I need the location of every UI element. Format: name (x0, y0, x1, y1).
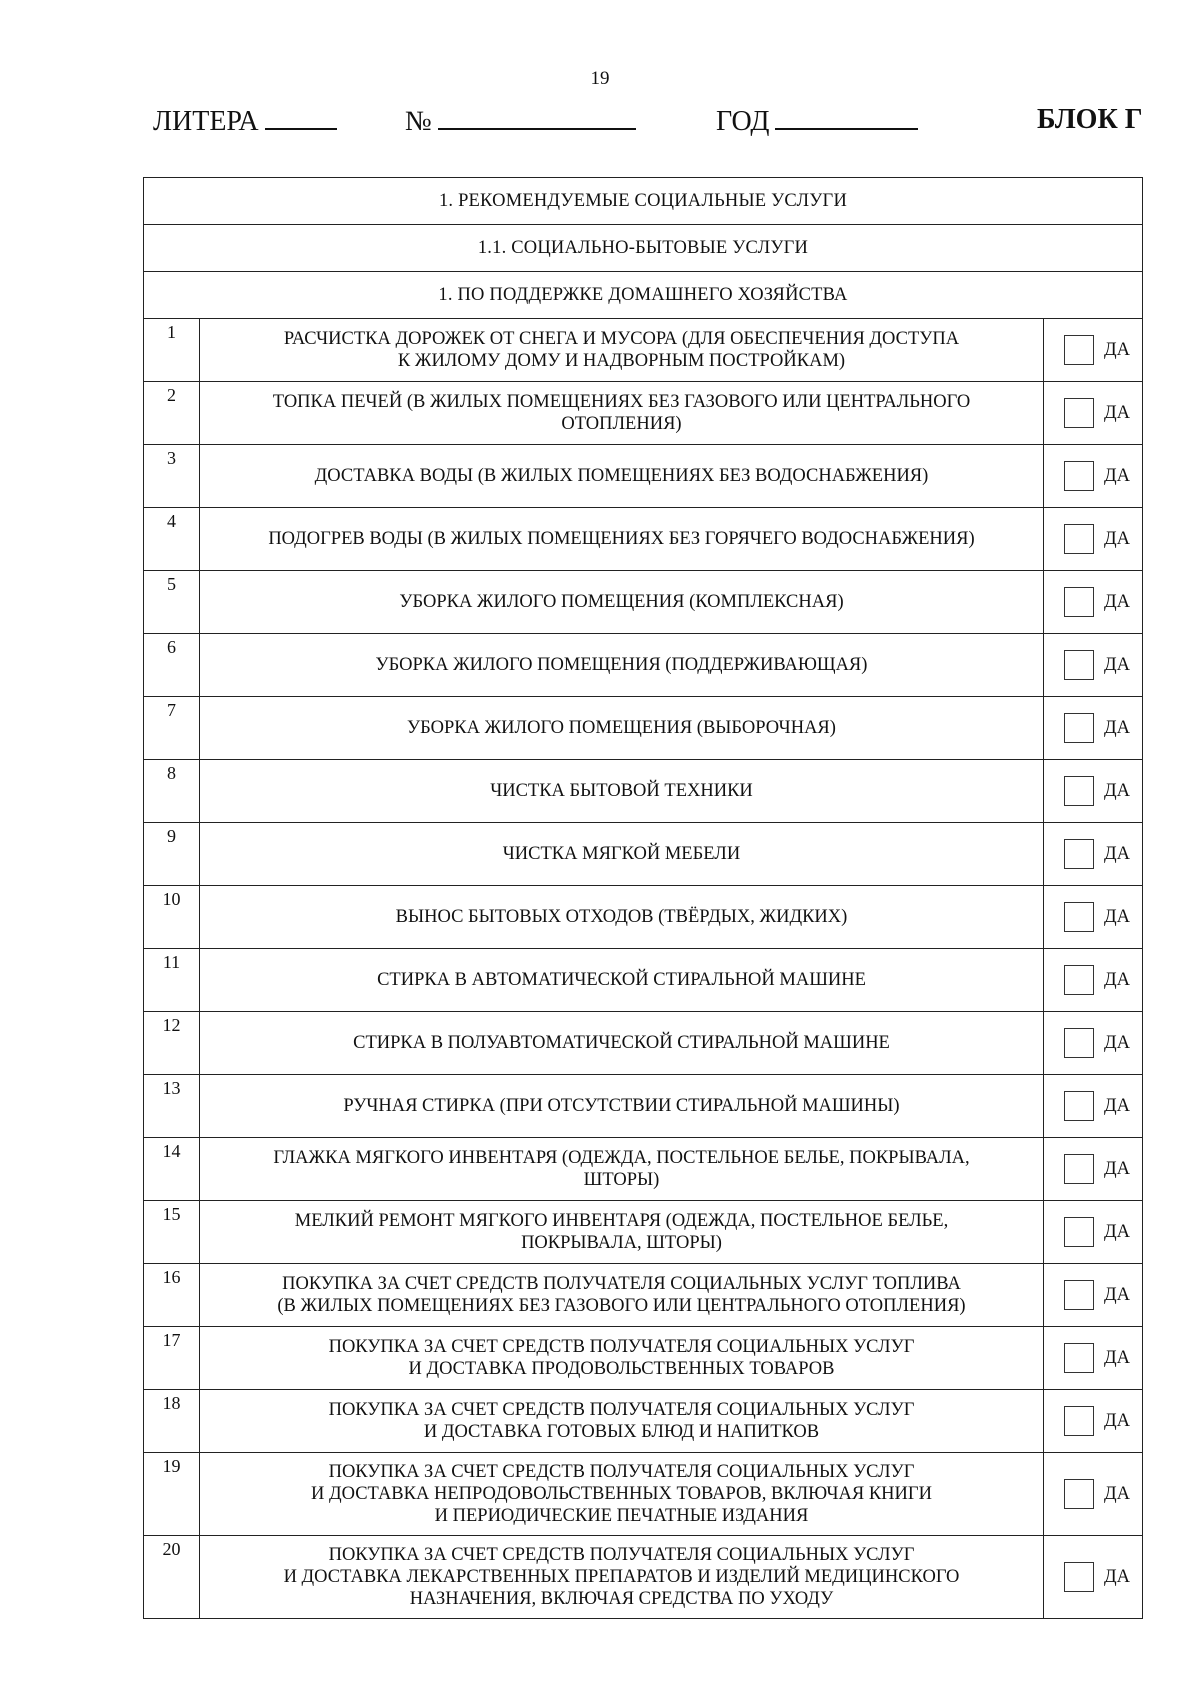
service-description-line: ЧИСТКА МЯГКОЙ МЕБЕЛИ (502, 844, 741, 864)
service-choice (1043, 1138, 1142, 1201)
service-description (200, 319, 1044, 382)
service-description (200, 1453, 1044, 1536)
yes-option (1044, 902, 1142, 932)
yes-label: ДА (1103, 1158, 1130, 1179)
litera-field (153, 104, 337, 138)
yes-checkbox[interactable] (1064, 1217, 1094, 1247)
service-choice (1043, 1075, 1142, 1138)
yes-checkbox[interactable] (1064, 398, 1094, 428)
service-description (200, 445, 1044, 508)
service-number: 10 (144, 886, 200, 949)
year-field (716, 104, 918, 138)
number-blank[interactable] (438, 104, 636, 130)
service-description-line: СТИРКА В АВТОМАТИЧЕСКОЙ СТИРАЛЬНОЙ МАШИНЕ (377, 970, 866, 990)
yes-label: ДА (1103, 339, 1130, 360)
litera-blank[interactable] (265, 104, 337, 130)
service-choice (1043, 1390, 1142, 1453)
service-choice (1043, 1264, 1142, 1327)
yes-checkbox[interactable] (1064, 776, 1094, 806)
service-number: 7 (144, 697, 200, 760)
yes-checkbox[interactable] (1064, 1406, 1094, 1436)
service-choice (1043, 508, 1142, 571)
yes-option (1044, 1562, 1142, 1592)
service-row (144, 1012, 1143, 1075)
yes-checkbox[interactable] (1064, 1091, 1094, 1121)
service-description-line: И ДОСТАВКА НЕПРОДОВОЛЬСТВЕННЫХ ТОВАРОВ, ВКЛЮЧАЯ КНИГИ (311, 1484, 932, 1504)
section-title: 1. РЕКОМЕНДУЕМЫЕ СОЦИАЛЬНЫЕ УСЛУГИ (144, 178, 1143, 225)
yes-option (1044, 1479, 1142, 1509)
yes-label: ДА (1103, 1221, 1130, 1242)
service-number: 1 (144, 319, 200, 382)
service-description-line: ШТОРЫ) (583, 1170, 660, 1190)
service-description-line: ГЛАЖКА МЯГКОГО ИНВЕНТАРЯ (ОДЕЖДА, ПОСТЕЛЬНОЕ БЕЛЬЕ, ПОКРЫВАЛА, (273, 1148, 970, 1168)
service-number: 17 (144, 1327, 200, 1390)
yes-checkbox[interactable] (1064, 713, 1094, 743)
service-row (144, 634, 1143, 697)
block-label: БЛОК Г (1037, 104, 1143, 135)
service-description-line: ВЫНОС БЫТОВЫХ ОТХОДОВ (ТВЁРДЫХ, ЖИДКИХ) (395, 907, 848, 927)
service-choice (1043, 1327, 1142, 1390)
service-choice (1043, 1536, 1142, 1619)
yes-option (1044, 1343, 1142, 1373)
yes-label: ДА (1103, 717, 1130, 738)
service-number: 4 (144, 508, 200, 571)
yes-option (1044, 398, 1142, 428)
yes-option (1044, 650, 1142, 680)
service-number: 8 (144, 760, 200, 823)
yes-option (1044, 1028, 1142, 1058)
services-table (143, 177, 1143, 1619)
service-row (144, 1390, 1143, 1453)
service-description-line: (В ЖИЛЫХ ПОМЕЩЕНИЯХ БЕЗ ГАЗОВОГО ИЛИ ЦЕНТРАЛЬНОГО ОТОПЛЕНИЯ) (277, 1296, 966, 1316)
service-choice (1043, 949, 1142, 1012)
service-choice (1043, 571, 1142, 634)
service-number: 9 (144, 823, 200, 886)
service-description-line: ОТОПЛЕНИЯ) (561, 414, 682, 434)
service-description (200, 508, 1044, 571)
service-description-line: ПОКУПКА ЗА СЧЕТ СРЕДСТВ ПОЛУЧАТЕЛЯ СОЦИАЛЬНЫХ УСЛУГ (328, 1337, 915, 1357)
yes-label: ДА (1103, 969, 1130, 990)
service-row (144, 1453, 1143, 1536)
yes-label: ДА (1103, 843, 1130, 864)
service-choice (1043, 634, 1142, 697)
yes-option (1044, 587, 1142, 617)
yes-label: ДА (1103, 591, 1130, 612)
service-number: 15 (144, 1201, 200, 1264)
service-choice (1043, 1012, 1142, 1075)
service-description (200, 1327, 1044, 1390)
service-description-line: ПОКУПКА ЗА СЧЕТ СРЕДСТВ ПОЛУЧАТЕЛЯ СОЦИАЛЬНЫХ УСЛУГ ТОПЛИВА (282, 1274, 961, 1294)
service-number: 20 (144, 1536, 200, 1619)
service-number: 16 (144, 1264, 200, 1327)
service-description (200, 1138, 1044, 1201)
service-row (144, 1201, 1143, 1264)
section-row (144, 178, 1143, 225)
yes-label: ДА (1103, 465, 1130, 486)
service-choice (1043, 697, 1142, 760)
yes-label: ДА (1103, 1347, 1130, 1368)
yes-label: ДА (1103, 1095, 1130, 1116)
yes-option (1044, 1091, 1142, 1121)
service-number: 11 (144, 949, 200, 1012)
yes-checkbox[interactable] (1064, 965, 1094, 995)
service-description-line: ДОСТАВКА ВОДЫ (В ЖИЛЫХ ПОМЕЩЕНИЯХ БЕЗ ВОДОСНАБЖЕНИЯ) (314, 466, 929, 486)
service-number: 19 (144, 1453, 200, 1536)
service-row (144, 949, 1143, 1012)
service-description-line: ПОКУПКА ЗА СЧЕТ СРЕДСТВ ПОЛУЧАТЕЛЯ СОЦИАЛЬНЫХ УСЛУГ (328, 1545, 915, 1565)
services-table-body (144, 178, 1143, 1619)
yes-option (1044, 1280, 1142, 1310)
service-row (144, 823, 1143, 886)
service-description-line: И ПЕРИОДИЧЕСКИЕ ПЕЧАТНЫЕ ИЗДАНИЯ (434, 1506, 809, 1526)
service-description-line: И ДОСТАВКА ГОТОВЫХ БЛЮД И НАПИТКОВ (423, 1422, 820, 1442)
yes-checkbox[interactable] (1064, 461, 1094, 491)
yes-checkbox[interactable] (1064, 1343, 1094, 1373)
service-description (200, 1201, 1044, 1264)
service-choice (1043, 382, 1142, 445)
service-description (200, 1264, 1044, 1327)
service-description (200, 382, 1044, 445)
yes-checkbox[interactable] (1064, 1479, 1094, 1509)
group-title: 1. ПО ПОДДЕРЖКЕ ДОМАШНЕГО ХОЗЯЙСТВА (144, 272, 1143, 319)
number-field (405, 104, 636, 138)
yes-checkbox[interactable] (1064, 839, 1094, 869)
service-row (144, 445, 1143, 508)
yes-label: ДА (1103, 780, 1130, 801)
service-description-line: УБОРКА ЖИЛОГО ПОМЕЩЕНИЯ (ПОДДЕРЖИВАЮЩАЯ) (375, 655, 868, 675)
service-description (200, 949, 1044, 1012)
service-choice (1043, 1201, 1142, 1264)
yes-checkbox[interactable] (1064, 587, 1094, 617)
litera-label: ЛИТЕРА (153, 106, 259, 137)
yes-option (1044, 839, 1142, 869)
service-description-line: ПОКРЫВАЛА, ШТОРЫ) (521, 1233, 722, 1253)
service-number: 2 (144, 382, 200, 445)
service-number: 6 (144, 634, 200, 697)
service-description-line: ТОПКА ПЕЧЕЙ (В ЖИЛЫХ ПОМЕЩЕНИЯХ БЕЗ ГАЗОВОГО ИЛИ ЦЕНТРАЛЬНОГО (272, 392, 971, 412)
year-label: ГОД (716, 106, 770, 137)
yes-label: ДА (1103, 1566, 1130, 1587)
service-number: 5 (144, 571, 200, 634)
yes-option (1044, 1217, 1142, 1247)
yes-checkbox[interactable] (1064, 335, 1094, 365)
service-row (144, 697, 1143, 760)
service-description-line: РАСЧИСТКА ДОРОЖЕК ОТ СНЕГА И МУСОРА (ДЛЯ ОБЕСПЕЧЕНИЯ ДОСТУПА (283, 329, 960, 349)
service-description-line: ПОДОГРЕВ ВОДЫ (В ЖИЛЫХ ПОМЕЩЕНИЯХ БЕЗ ГОРЯЧЕГО ВОДОСНАБЖЕНИЯ) (268, 529, 975, 549)
service-choice (1043, 319, 1142, 382)
yes-label: ДА (1103, 528, 1130, 549)
service-number: 12 (144, 1012, 200, 1075)
service-number: 3 (144, 445, 200, 508)
yes-label: ДА (1103, 906, 1130, 927)
yes-checkbox[interactable] (1064, 1154, 1094, 1184)
number-label: № (405, 106, 432, 137)
section-row (144, 225, 1143, 272)
service-description (200, 1012, 1044, 1075)
service-row (144, 319, 1143, 382)
yes-label: ДА (1103, 1483, 1130, 1504)
service-row (144, 382, 1143, 445)
yes-label: ДА (1103, 1410, 1130, 1431)
yes-option (1044, 461, 1142, 491)
service-description-line: НАЗНАЧЕНИЯ, ВКЛЮЧАЯ СРЕДСТВА ПО УХОДУ (409, 1589, 834, 1609)
service-description-line: МЕЛКИЙ РЕМОНТ МЯГКОГО ИНВЕНТАРЯ (ОДЕЖДА, ПОСТЕЛЬНОЕ БЕЛЬЕ, (294, 1211, 949, 1231)
service-description-line: ЧИСТКА БЫТОВОЙ ТЕХНИКИ (490, 781, 753, 801)
service-row (144, 886, 1143, 949)
service-description-line: СТИРКА В ПОЛУАВТОМАТИЧЕСКОЙ СТИРАЛЬНОЙ МАШИНЕ (353, 1033, 890, 1053)
service-row (144, 1327, 1143, 1390)
yes-label: ДА (1103, 1284, 1130, 1305)
service-row (144, 1075, 1143, 1138)
yes-checkbox[interactable] (1064, 650, 1094, 680)
service-description (200, 634, 1044, 697)
service-number: 14 (144, 1138, 200, 1201)
service-choice (1043, 760, 1142, 823)
yes-checkbox[interactable] (1064, 1028, 1094, 1058)
page-number: 19 (590, 68, 610, 89)
service-description-line: К ЖИЛОМУ ДОМУ И НАДВОРНЫМ ПОСТРОЙКАМ) (397, 351, 846, 371)
service-row (144, 1138, 1143, 1201)
yes-option (1044, 776, 1142, 806)
yes-label: ДА (1103, 402, 1130, 423)
service-description-line: ПОКУПКА ЗА СЧЕТ СРЕДСТВ ПОЛУЧАТЕЛЯ СОЦИАЛЬНЫХ УСЛУГ (328, 1400, 915, 1420)
service-description (200, 1075, 1044, 1138)
service-choice (1043, 823, 1142, 886)
service-description (200, 886, 1044, 949)
service-row (144, 508, 1143, 571)
yes-option (1044, 524, 1142, 554)
service-number: 13 (144, 1075, 200, 1138)
yes-label: ДА (1103, 1032, 1130, 1053)
service-description (200, 1536, 1044, 1619)
service-description-line: РУЧНАЯ СТИРКА (ПРИ ОТСУТСТВИИ СТИРАЛЬНОЙ МАШИНЫ) (343, 1096, 900, 1116)
yes-option (1044, 965, 1142, 995)
section-row (144, 272, 1143, 319)
yes-checkbox[interactable] (1064, 902, 1094, 932)
service-choice (1043, 886, 1142, 949)
service-description (200, 1390, 1044, 1453)
service-description (200, 760, 1044, 823)
yes-label: ДА (1103, 654, 1130, 675)
yes-option (1044, 1406, 1142, 1436)
service-description (200, 571, 1044, 634)
service-choice (1043, 1453, 1142, 1536)
service-row (144, 760, 1143, 823)
service-row (144, 571, 1143, 634)
service-description-line: И ДОСТАВКА ЛЕКАРСТВЕННЫХ ПРЕПАРАТОВ И ИЗДЕЛИЙ МЕДИЦИНСКОГО (283, 1567, 960, 1587)
service-row (144, 1536, 1143, 1619)
service-choice (1043, 445, 1142, 508)
yes-checkbox[interactable] (1064, 1562, 1094, 1592)
yes-option (1044, 713, 1142, 743)
yes-option (1044, 1154, 1142, 1184)
service-description-line: И ДОСТАВКА ПРОДОВОЛЬСТВЕННЫХ ТОВАРОВ (408, 1359, 835, 1379)
service-description-line: ПОКУПКА ЗА СЧЕТ СРЕДСТВ ПОЛУЧАТЕЛЯ СОЦИАЛЬНЫХ УСЛУГ (328, 1462, 915, 1482)
year-blank[interactable] (775, 104, 918, 130)
service-row (144, 1264, 1143, 1327)
service-description (200, 697, 1044, 760)
service-description (200, 823, 1044, 886)
service-number: 18 (144, 1390, 200, 1453)
yes-checkbox[interactable] (1064, 1280, 1094, 1310)
service-description-line: УБОРКА ЖИЛОГО ПОМЕЩЕНИЯ (ВЫБОРОЧНАЯ) (407, 718, 836, 738)
service-description-line: УБОРКА ЖИЛОГО ПОМЕЩЕНИЯ (КОМПЛЕКСНАЯ) (399, 592, 844, 612)
subsection-title: 1.1. СОЦИАЛЬНО-БЫТОВЫЕ УСЛУГИ (144, 225, 1143, 272)
yes-option (1044, 335, 1142, 365)
yes-checkbox[interactable] (1064, 524, 1094, 554)
